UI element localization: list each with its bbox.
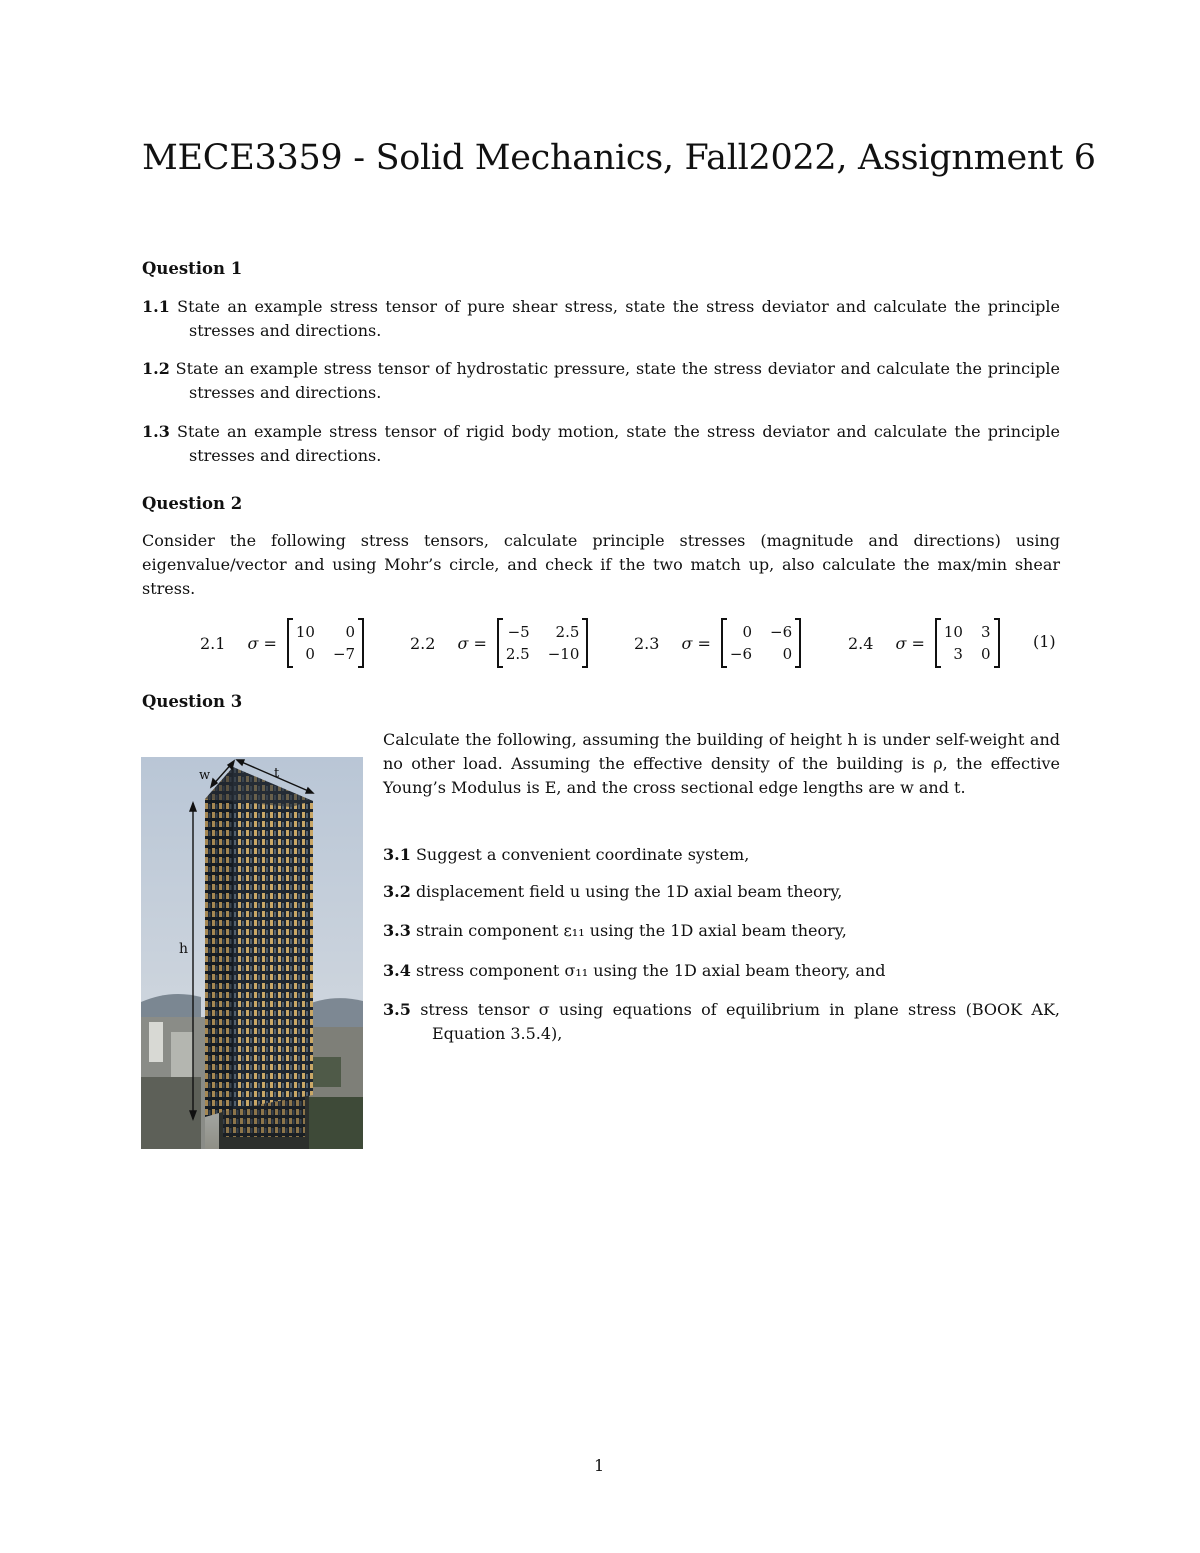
question-item-3-2: [383, 880, 1060, 904]
item-number: 3.1: [383, 845, 411, 864]
matrix-cell: 3: [953, 645, 963, 663]
question-item-1-2: [142, 357, 1060, 405]
stress-matrix: [721, 619, 801, 667]
question-item-3-1: [383, 843, 1060, 867]
sigma-symbol: σ =: [895, 633, 925, 653]
matrix-cell: 10: [943, 623, 963, 641]
item-text: displacement field u using the 1D axial beam theory,: [415, 882, 843, 901]
equation-2-3: [634, 618, 801, 668]
question-item-3-3: [383, 919, 1060, 943]
item-number: 3.2: [383, 882, 411, 901]
item-text: State an example stress tensor of rigid body motion, state the stress deviator and calculate the principle stresses and directions.: [177, 422, 1060, 465]
equation-label: 2.3: [634, 633, 660, 653]
item-number: 1.3: [142, 422, 170, 441]
equation-2-4: [848, 618, 1000, 668]
question-item-3-5: [383, 998, 1060, 1046]
matrix-cell: −5: [507, 623, 530, 641]
matrix-cell: 0: [305, 645, 315, 663]
matrix-cell: 0: [980, 645, 991, 663]
item-text: strain component ε₁₁ using the 1D axial beam theory,: [415, 921, 847, 940]
figure-label-t: t: [274, 766, 280, 781]
question-3-intro: Calculate the following, assuming the building of height h is under self-weight and no other load. Assuming the effective density of the building is ρ, the effective Young’s Modulus is E, and the cross sectional edge lengths are w and t.: [383, 730, 1060, 797]
matrix-cell: 0: [742, 623, 752, 641]
sigma-symbol: σ =: [681, 633, 711, 653]
matrix-cell: 3: [980, 623, 991, 641]
item-text: State an example stress tensor of hydrostatic pressure, state the stress deviator and calculate the principle stresses and directions.: [175, 359, 1060, 402]
equation-2-1: [200, 618, 364, 668]
item-number: 1.1: [142, 297, 170, 316]
sigma-symbol: σ =: [247, 633, 277, 653]
question-item-1-3: [142, 420, 1060, 468]
item-text: Suggest a convenient coordinate system,: [415, 845, 750, 864]
item-number: 3.5: [383, 1000, 411, 1019]
question-item-1-1: [142, 295, 1060, 343]
figure-label-h: h: [179, 941, 189, 957]
page-number: 1: [594, 1456, 605, 1475]
matrix-cell: −10: [547, 645, 580, 663]
item-text: State an example stress tensor of pure shear stress, state the stress deviator and calculate the principle stresses and directions.: [177, 297, 1060, 340]
equation-label: 2.4: [848, 633, 874, 653]
stress-matrix: [935, 619, 1000, 667]
equation-number: (1): [1033, 632, 1056, 651]
figure-label-w: w: [199, 768, 211, 783]
matrix-cell: −6: [729, 645, 752, 663]
building-photo: [141, 757, 363, 1149]
stress-matrix: [287, 619, 364, 667]
question-item-3-4: [383, 959, 1060, 983]
matrix-cell: 10: [295, 623, 315, 641]
matrix-cell: 2.5: [555, 623, 580, 641]
equation-label: 2.2: [410, 633, 436, 653]
matrix-cell: 0: [782, 645, 793, 663]
question-3-heading: Question 3: [142, 692, 243, 711]
item-number: 1.2: [142, 359, 170, 378]
item-number: 3.4: [383, 961, 411, 980]
item-text: stress component σ₁₁ using the 1D axial beam theory, and: [415, 961, 886, 980]
question-2-heading: Question 2: [142, 494, 243, 513]
question-2-intro: Consider the following stress tensors, calculate principle stresses (magnitude and directions) using eigenvalue/vector and using Mohr’s circle, and check if the two match up, also calculate the max/min shear stress.: [142, 531, 1060, 598]
stress-matrix: [497, 619, 589, 667]
matrix-cell: 2.5: [505, 645, 530, 663]
item-number: 3.3: [383, 921, 411, 940]
matrix-cell: 0: [345, 623, 356, 641]
item-text: stress tensor σ using equations of equilibrium in plane stress (BOOK AK, Equation 3.5.4),: [420, 1000, 1060, 1043]
equation-2-2: [410, 618, 588, 668]
matrix-cell: −7: [332, 645, 356, 663]
sigma-symbol: σ =: [457, 633, 487, 653]
equation-label: 2.1: [200, 633, 226, 653]
matrix-cell: −6: [770, 623, 793, 641]
page-title: MECE3359 - Solid Mechanics, Fall2022, Assignment 6: [142, 138, 1096, 178]
question-1-heading: Question 1: [142, 259, 243, 278]
